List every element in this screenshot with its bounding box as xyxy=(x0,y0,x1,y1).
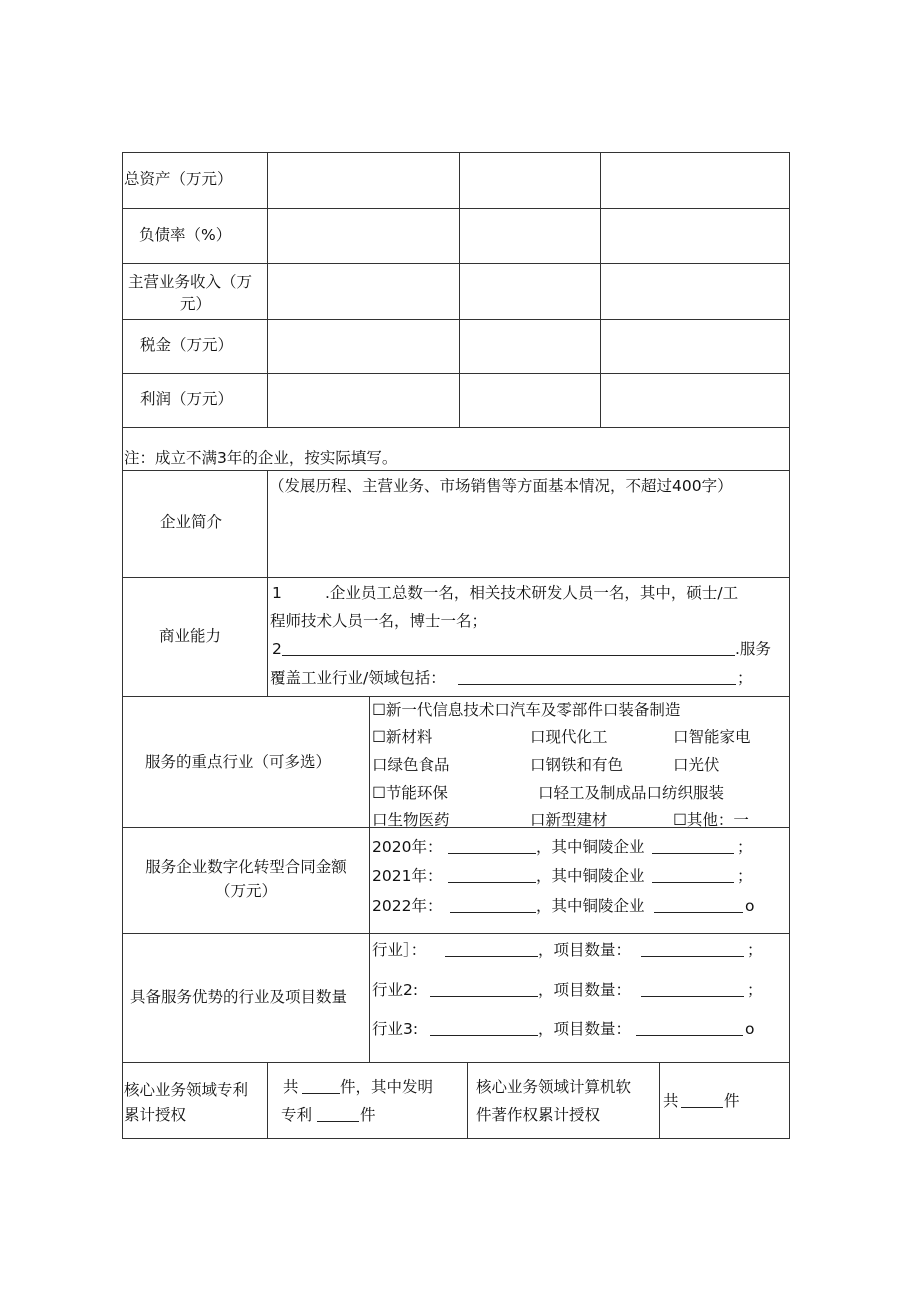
industry-option-light-industry[interactable]: 口轻工及制成品口纺织服装 xyxy=(538,784,725,802)
intro-hint: （发展历程、主营业务、市场销售等方面基本情况，不超过400字） xyxy=(269,477,733,495)
revenue-label-line2: 元） xyxy=(180,295,212,313)
industry-option-smart-appliance[interactable]: 口智能家电 xyxy=(673,728,751,746)
patent-val-c: 专利 xyxy=(281,1106,313,1124)
contract-2021-tongling-field[interactable] xyxy=(652,869,734,883)
contract-2021-year: 2021年： xyxy=(372,867,443,885)
business-label: 商业能力 xyxy=(159,627,222,645)
industry-option-new-materials[interactable]: ☐新材料 xyxy=(372,728,433,746)
contract-2022-end: o xyxy=(745,897,755,915)
contract-2021-mid: ，其中铜陵企业 xyxy=(536,867,645,885)
advantage-3-count-field[interactable] xyxy=(636,1022,743,1036)
contract-2022-mid: ，其中铜陵企业 xyxy=(536,897,645,915)
industry-option-row1[interactable]: ☐新一代信息技术口汽车及零部件口装备制造 xyxy=(372,701,681,719)
industry-option-other[interactable]: ☐其他：一 xyxy=(673,811,749,827)
business-line2: 程师技术人员一名，博士一名； xyxy=(270,612,488,630)
debt-ratio-label: 负债率（%） xyxy=(139,226,232,244)
software-label-line1: 核心业务领域计算机软 xyxy=(476,1078,632,1096)
advantage-2-name: 行业2: xyxy=(372,981,419,999)
advantage-1-industry-field[interactable] xyxy=(445,943,538,957)
advantage-2-end: ； xyxy=(747,981,763,999)
business-line4: 覆盖工业行业/领域包括： xyxy=(270,669,446,687)
note-text: 注：成立不满3年的企业，按实际填写。 xyxy=(124,449,398,467)
contract-2022-tongling-field[interactable] xyxy=(654,899,743,913)
contract-2020-amount-field[interactable] xyxy=(448,840,536,854)
advantage-1-mid: ，项目数量： xyxy=(538,941,632,959)
advantage-1-name: 行业］： xyxy=(372,941,427,959)
business-line4-end: ； xyxy=(737,669,753,687)
patent-label-line1: 核心业务领域专利 xyxy=(124,1081,249,1099)
industry-option-photovoltaic[interactable]: 口光伏 xyxy=(673,756,720,774)
intro-label: 企业简介 xyxy=(160,513,223,531)
advantage-3-name: 行业3: xyxy=(372,1020,419,1038)
advantage-3-mid: ，项目数量： xyxy=(538,1020,632,1038)
industry-option-energy-saving[interactable]: ☐节能环保 xyxy=(372,784,448,802)
industries-label: 服务的重点行业（可多选） xyxy=(145,753,332,771)
advantage-2-industry-field[interactable] xyxy=(430,983,538,997)
industry-option-building-materials[interactable]: 口新型建材 xyxy=(530,811,608,827)
advantage-3-end: o xyxy=(745,1020,755,1038)
profit-label: 利润（万元） xyxy=(140,390,234,408)
contract-2020-mid: ，其中铜陵企业 xyxy=(536,838,645,856)
patent-val-d: 件 xyxy=(360,1106,376,1124)
advantage-2-count-field[interactable] xyxy=(641,983,744,997)
contract-2021-end: ； xyxy=(737,867,753,885)
service-description-field[interactable] xyxy=(282,642,735,656)
business-line3-num: 2 xyxy=(272,640,282,658)
industry-option-green-food[interactable]: 口绿色食品 xyxy=(372,756,450,774)
contracts-label-line2: （万元） xyxy=(214,882,277,900)
industries-last-row xyxy=(370,808,788,827)
advantage-label: 具备服务优势的行业及项目数量 xyxy=(130,988,348,1006)
industry-option-chemical[interactable]: 口现代化工 xyxy=(530,728,608,746)
software-label-line2: 件著作权累计授权 xyxy=(476,1106,601,1124)
advantage-1-end: ； xyxy=(747,941,763,959)
patent-invention-field[interactable] xyxy=(317,1108,359,1122)
business-line1-num: 1 xyxy=(272,584,282,602)
patent-val-a: 共 xyxy=(283,1078,299,1096)
patent-total-field[interactable] xyxy=(302,1080,340,1094)
contract-2020-tongling-field[interactable] xyxy=(652,840,734,854)
patent-label-line2: 累计授权 xyxy=(124,1106,187,1124)
business-line1: .企业员工总数一名，相关技术研发人员一名，其中，硕士/工 xyxy=(325,584,739,602)
industry-coverage-field[interactable] xyxy=(458,671,736,685)
revenue-label-line1: 主营业务收入（万 xyxy=(128,273,253,291)
industry-option-steel[interactable]: 口钢铁和有色 xyxy=(530,756,624,774)
contracts-label-line1: 服务企业数字化转型合同金额 xyxy=(145,858,347,876)
contract-2020-end: ； xyxy=(737,838,753,856)
software-val-a: 共 xyxy=(663,1092,679,1110)
tax-label: 税金（万元） xyxy=(140,336,234,354)
patent-val-b: 件，其中发明 xyxy=(340,1078,434,1096)
business-line3-tail: .服务 xyxy=(735,640,771,658)
total-assets-label: 总资产（万元） xyxy=(124,170,233,188)
contract-2022-amount-field[interactable] xyxy=(450,899,536,913)
software-total-field[interactable] xyxy=(681,1094,723,1108)
contract-2020-year: 2020年： xyxy=(372,838,443,856)
industry-option-biomedicine[interactable]: 口生物医药 xyxy=(372,811,450,827)
advantage-3-industry-field[interactable] xyxy=(430,1022,538,1036)
contract-2021-amount-field[interactable] xyxy=(448,869,536,883)
contract-2022-year: 2022年： xyxy=(372,897,443,915)
advantage-1-count-field[interactable] xyxy=(641,943,744,957)
software-val-b: 件 xyxy=(724,1092,740,1110)
advantage-2-mid: ，项目数量： xyxy=(538,981,632,999)
